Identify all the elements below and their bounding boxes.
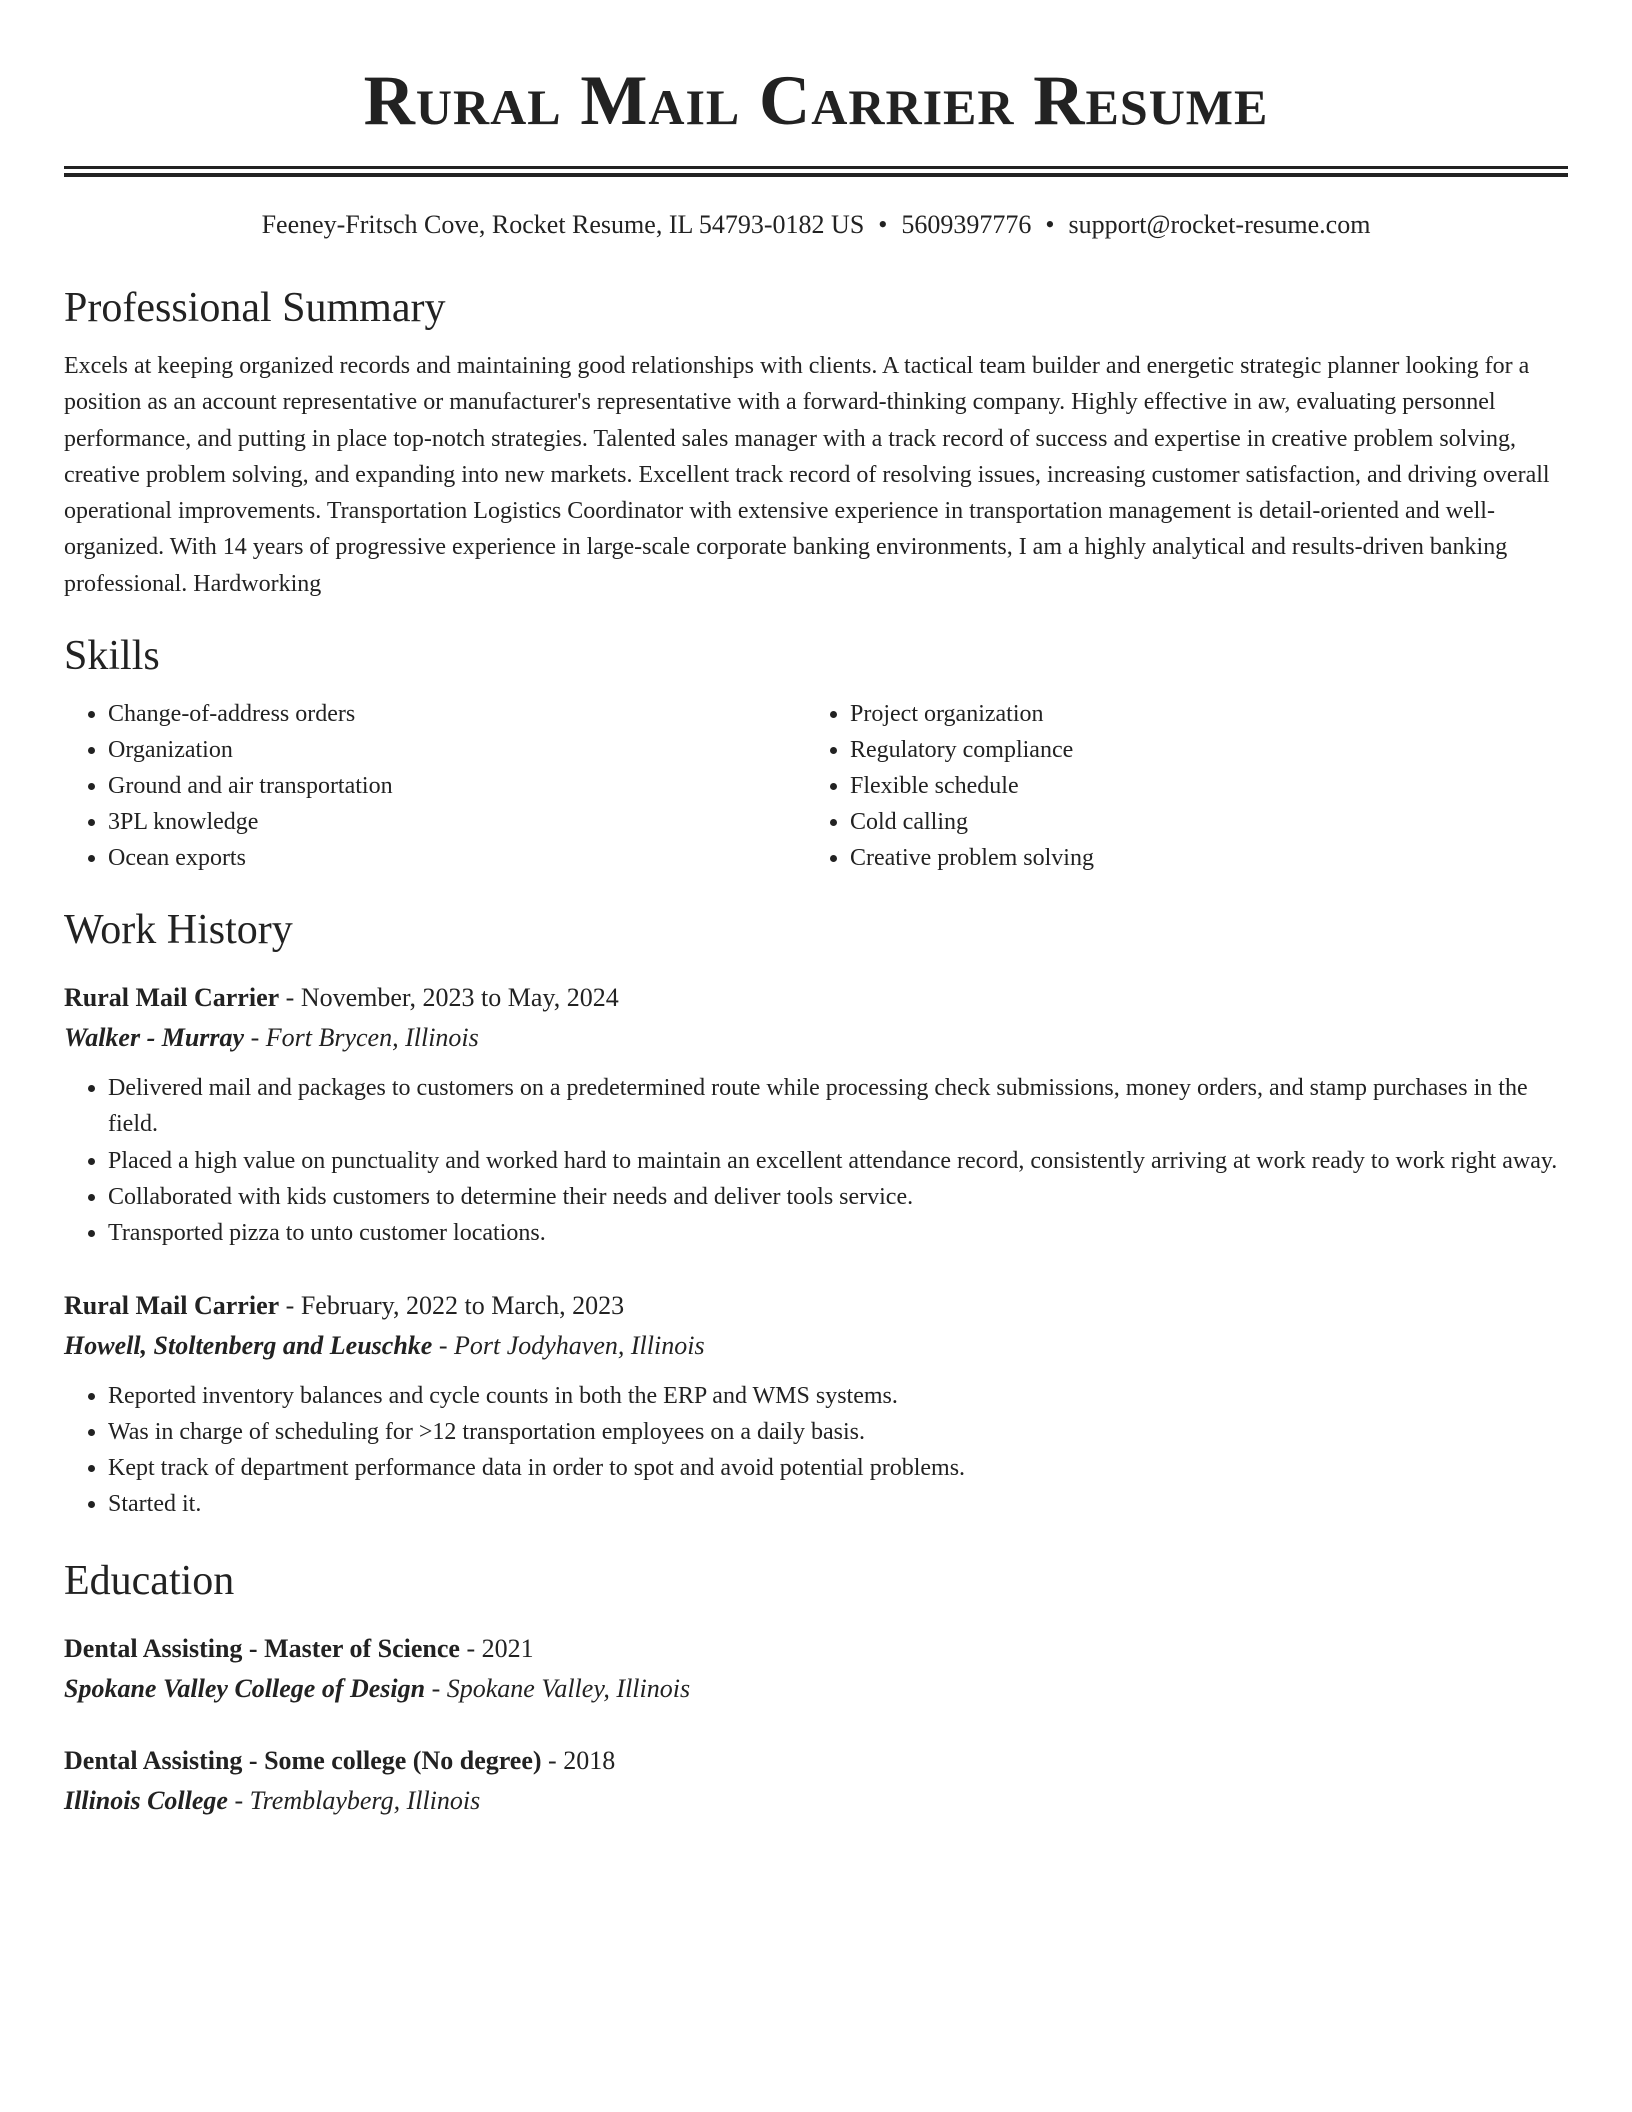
school-line: [64, 1669, 1568, 1709]
job-entry: [64, 1286, 1568, 1523]
employer-location: - Fort Brycen, Illinois: [244, 1023, 479, 1053]
degree-line: [64, 1741, 1568, 1781]
job-bullet: • Collaborated with kids customers to determine their needs and deliver tools service.: [108, 1179, 1568, 1215]
page-title: Rural Mail Carrier Resume: [363, 62, 1269, 140]
contact-line: [64, 208, 1568, 242]
skill-item: • Creative problem solving: [850, 840, 1566, 876]
school-line: [64, 1781, 1568, 1821]
school-name: Illinois College: [64, 1785, 228, 1815]
job-bullets: [64, 1070, 1568, 1251]
degree-year: - 2021: [459, 1633, 534, 1663]
contact-separator: •: [1045, 210, 1055, 239]
skill-item: • Ground and air transportation: [108, 768, 806, 804]
skill-item: • Change-of-address orders: [108, 696, 806, 732]
job-entry: [64, 978, 1568, 1251]
contact-email: support@rocket-resume.com: [1068, 210, 1371, 239]
contact-address: Feeney-Fritsch Cove, Rocket Resume, IL 54793-0182 US: [261, 210, 865, 239]
contact-phone: 5609397776: [901, 210, 1032, 239]
job-title: Rural Mail Carrier: [64, 983, 280, 1013]
skill-item: • Organization: [108, 732, 806, 768]
employer-name: Howell, Stoltenberg and Leuschke: [64, 1330, 433, 1360]
skill-item: • Regulatory compliance: [850, 732, 1566, 768]
skill-item: • Ocean exports: [108, 840, 806, 876]
job-dates: - February, 2022 to March, 2023: [279, 1290, 625, 1320]
summary-heading: Professional Summary: [64, 285, 446, 331]
job-bullets: [64, 1378, 1568, 1523]
job-bullet: • Kept track of department performance data in order to spot and avoid potential problems.: [108, 1450, 1568, 1486]
skills-column-right: [806, 696, 1566, 876]
job-bullet: • Delivered mail and packages to customers on a predetermined route while processing check submissions, money orders, and stamp purchases in the field.: [108, 1070, 1568, 1143]
work-history-heading: Work History: [64, 907, 293, 954]
job-bullet: • Started it.: [108, 1486, 1568, 1522]
employer-line: [64, 1018, 1568, 1058]
employer-line: [64, 1326, 1568, 1366]
degree-year: - 2018: [541, 1745, 616, 1775]
skills-heading: Skills: [64, 633, 160, 680]
education-heading: Education: [64, 1557, 235, 1604]
summary-text: Excels at keeping organized records and maintaining good relationships with clients. A tactical team builder and energetic strategic planner looking for a position as an account representative or manufacturer's representative with a forward-thinking company. Highly effective in aw, evaluating personnel performance, and putting in place top-notch strategies. Talented sales manager with a track record of success and expertise in creative problem solving, creative problem solving, and expanding into new markets. Excellent track record of resolving issues, increasing customer satisfaction, and driving overall operational improvements. Transportation Logistics Coordinator with extensive experience in transportation management is detail-oriented and well-organized. With 14 years of progressive experience in large-scale corporate banking environments, I am a highly analytical and results-driven banking professional. Hardworking: [64, 353, 1550, 597]
degree-line: [64, 1629, 1568, 1669]
job-title: Rural Mail Carrier: [64, 1290, 280, 1320]
employer-name: Walker - Murray: [64, 1023, 245, 1053]
skills-list: [64, 696, 1568, 876]
title-divider: [64, 166, 1568, 177]
skill-item: • Cold calling: [850, 804, 1566, 840]
school-location: - Spokane Valley, Illinois: [425, 1673, 691, 1703]
job-title-line: [64, 978, 1568, 1018]
employer-location: - Port Jodyhaven, Illinois: [432, 1330, 705, 1360]
education-entry: [64, 1741, 1568, 1821]
job-bullet: • Was in charge of scheduling for >12 transportation employees on a daily basis.: [108, 1414, 1568, 1450]
contact-separator: •: [878, 210, 888, 239]
school-location: - Tremblayberg, Illinois: [227, 1785, 481, 1815]
education-entry: [64, 1629, 1568, 1709]
skill-item: • 3PL knowledge: [108, 804, 806, 840]
degree-name: Dental Assisting - Master of Science: [64, 1633, 460, 1663]
skill-item: • Flexible schedule: [850, 768, 1566, 804]
skill-item: • Project organization: [850, 696, 1566, 732]
job-bullet: • Placed a high value on punctuality and worked hard to maintain an excellent attendance record, consistently arriving at work ready to work right away.: [108, 1143, 1568, 1179]
school-name: Spokane Valley College of Design: [64, 1673, 426, 1703]
job-title-line: [64, 1286, 1568, 1326]
job-bullet: • Reported inventory balances and cycle counts in both the ERP and WMS systems.: [108, 1378, 1568, 1414]
job-dates: - November, 2023 to May, 2024: [279, 983, 619, 1013]
degree-name: Dental Assisting - Some college (No degree): [64, 1745, 542, 1775]
job-bullet: • Transported pizza to unto customer locations.: [108, 1215, 1568, 1251]
skills-column-left: [64, 696, 806, 876]
